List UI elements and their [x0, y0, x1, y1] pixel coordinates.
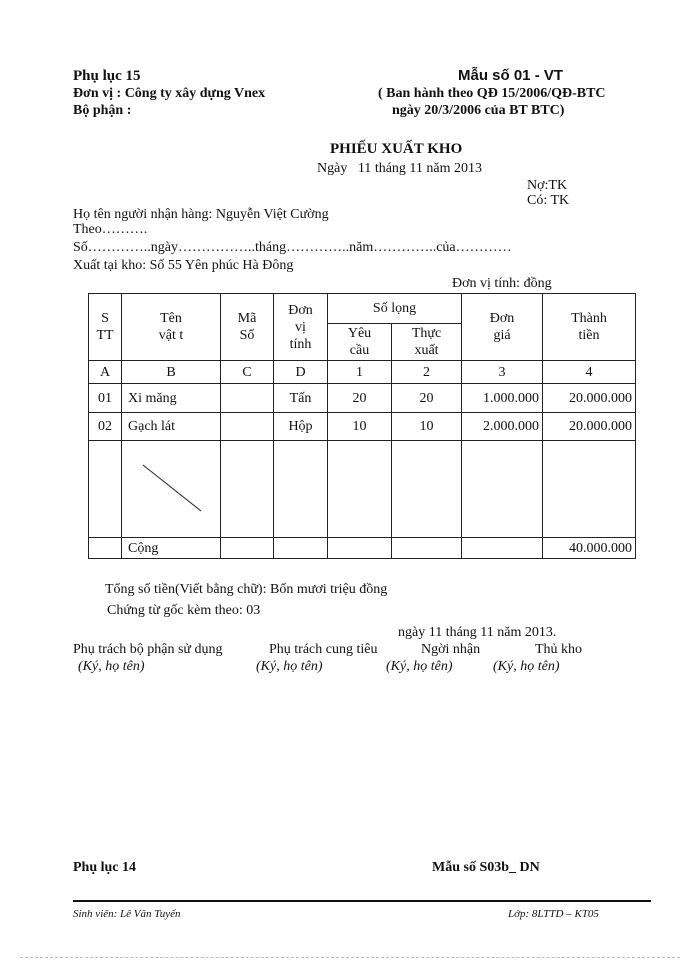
- amount-in-words: Tổng số tiền(Viết bằng chữ): Bốn mươi triệu đồng: [105, 582, 388, 597]
- table-row: [89, 413, 636, 441]
- header-code: Mã Số: [221, 294, 274, 361]
- row-actual: 20: [392, 384, 462, 413]
- page-title: PHIẾU XUẤT KHO: [330, 141, 463, 157]
- footer-rule: [73, 900, 651, 902]
- row-amount: 20.000.000: [543, 413, 636, 441]
- date-label: Ngày: [317, 161, 348, 176]
- header-amount: Thành tiền: [543, 294, 636, 361]
- slip-date: [317, 161, 482, 177]
- row-requested: 20: [328, 384, 392, 413]
- row-code: [221, 413, 274, 441]
- date-month-year: tháng 11 năm 2013: [374, 161, 482, 176]
- row-requested: 10: [328, 413, 392, 441]
- diagonal-strike-line: [131, 459, 211, 519]
- header-quantity: Số lọng: [328, 294, 462, 324]
- row-amount: 20.000.000: [543, 384, 636, 413]
- page-edge-line: [20, 957, 680, 958]
- sign-note: (Ký, họ tên): [386, 659, 453, 674]
- code-cell: B: [122, 361, 221, 384]
- code-cell: A: [89, 361, 122, 384]
- department-label: Bộ phận :: [73, 103, 132, 118]
- strike-through-cell: [122, 441, 221, 538]
- header-price: Đơn giá: [462, 294, 543, 361]
- attachments-line: Chứng từ gốc kèm theo: 03: [107, 603, 261, 618]
- code-cell: 2: [392, 361, 462, 384]
- row-name: Gạch lát: [122, 413, 221, 441]
- header-actual: Thực xuất: [392, 324, 462, 361]
- next-appendix: Phụ lục 14: [73, 860, 137, 875]
- class-code: Lớp: 8LTTD – KT05: [508, 908, 599, 920]
- form-number: Mẫu số 01 - VT: [458, 67, 564, 84]
- row-price: 2.000.000: [462, 413, 543, 441]
- sign-note: (Ký, họ tên): [493, 659, 560, 674]
- header-stt: S TT: [89, 294, 122, 361]
- row-uom: Tấn: [274, 384, 328, 413]
- role-receiver: Ngời nhận: [421, 642, 481, 657]
- unit-label: Đơn vị tính: đồng: [452, 276, 552, 291]
- sign-note: (Ký, họ tên): [78, 659, 145, 674]
- student-name: Sinh viên: Lê Văn Tuyến: [73, 908, 181, 920]
- next-form-number: Mẫu số S03b_ DN: [432, 860, 540, 875]
- row-stt: 02: [89, 413, 122, 441]
- credit-account: Có: TK: [527, 193, 570, 208]
- row-price: 1.000.000: [462, 384, 543, 413]
- row-uom: Hộp: [274, 413, 328, 441]
- total-amount: 40.000.000: [543, 538, 636, 559]
- role-storekeeper: Thủ kho: [535, 642, 583, 657]
- row-code: [221, 384, 274, 413]
- warehouse-line: Xuất tại kho: Số 55 Yên phúc Hà Đông: [73, 258, 294, 273]
- decree-line-1: ( Ban hành theo QĐ 15/2006/QĐ-BTC: [378, 86, 606, 101]
- role-supply: Phụ trách cung tiêu: [269, 642, 378, 657]
- header-uom: Đơn vị tính: [274, 294, 328, 361]
- decree-line-2: ngày 20/3/2006 của BT BTC): [392, 103, 565, 118]
- code-cell: 1: [328, 361, 392, 384]
- debit-account: Nợ:TK: [527, 178, 568, 193]
- code-cell: 4: [543, 361, 636, 384]
- code-cell: C: [221, 361, 274, 384]
- header-name: Tên vật t: [122, 294, 221, 361]
- column-code-row: [89, 361, 636, 384]
- code-cell: D: [274, 361, 328, 384]
- receiver-line: Họ tên người nhận hàng: Nguyễn Việt Cường: [73, 207, 329, 222]
- row-stt: 01: [89, 384, 122, 413]
- row-name: Xi măng: [122, 384, 221, 413]
- header-requested: Yêu cầu: [328, 324, 392, 361]
- under-line: Theo……….: [73, 222, 148, 237]
- role-usage-dept: Phụ trách bộ phận sử dụng: [73, 642, 223, 657]
- code-cell: 3: [462, 361, 543, 384]
- sign-date: ngày 11 tháng 11 năm 2013.: [398, 625, 557, 640]
- total-row: [89, 538, 636, 559]
- total-label: Cộng: [122, 538, 221, 559]
- company-name: Đơn vị : Công ty xây dựng Vnex: [73, 86, 266, 101]
- sign-note: (Ký, họ tên): [256, 659, 323, 674]
- appendix-label: Phụ lục 15: [73, 68, 141, 84]
- reference-line: Số…………..ngày……………..tháng…………..năm…………..của…………: [73, 240, 512, 255]
- table-row: [89, 384, 636, 413]
- date-day: 11: [357, 161, 372, 176]
- goods-table: [88, 293, 636, 559]
- row-actual: 10: [392, 413, 462, 441]
- table-row-empty: [89, 441, 636, 538]
